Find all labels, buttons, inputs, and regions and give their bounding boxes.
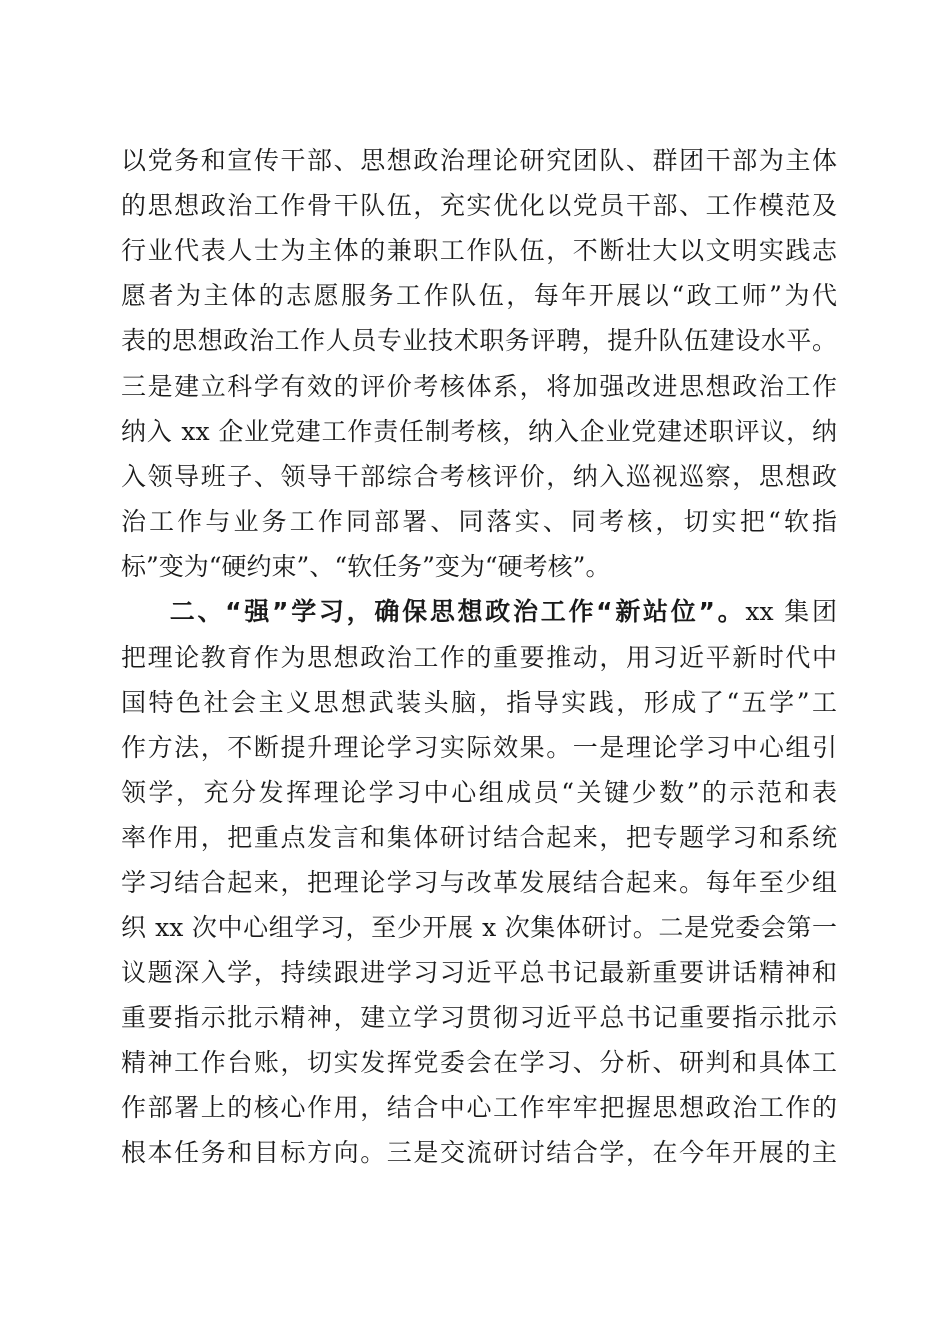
paragraph-line: 精神工作台账，切实发挥党委会在学习、分析、研判和具体工 <box>121 1048 837 1077</box>
heading-line-rest: xx 集团 <box>745 597 837 626</box>
paragraph-line: 行业代表人士为主体的兼职工作队伍，不断壮大以文明实践志 <box>121 236 837 265</box>
paragraph-line: 治工作与业务工作同部署、同落实、同考核，切实把“软指 <box>121 507 837 536</box>
paragraph-line: 以党务和宣传干部、思想政治理论研究团队、群团干部为主体 <box>121 146 837 175</box>
paragraph-line: 国特色社会主义思想武装头脑，指导实践，形成了“五学”工 <box>121 688 837 717</box>
paragraph-line: 率作用，把重点发言和集体研讨结合起来，把专题学习和系统 <box>121 823 837 852</box>
paragraph-line: 作部署上的核心作用，结合中心工作牢牢把握思想政治工作的 <box>121 1093 837 1122</box>
paragraph-line: 愿者为主体的志愿服务工作队伍，每年开展以“政工师”为代 <box>121 281 837 310</box>
paragraph-line: 重要指示批示精神，建立学习贯彻习近平总书记重要指示批示 <box>121 1003 837 1032</box>
paragraph-line: 根本任务和目标方向。三是交流研讨结合学，在今年开展的主 <box>121 1138 837 1167</box>
paragraph-line: 把理论教育作为思想政治工作的重要推动，用习近平新时代中 <box>121 643 837 672</box>
paragraph-line: 学习结合起来，把理论学习与改革发展结合起来。每年至少组 <box>121 868 837 897</box>
paragraph-line: 作方法，不断提升理论学习实际效果。一是理论学习中心组引 <box>121 733 837 762</box>
paragraph-line: 三是建立科学有效的评价考核体系，将加强改进思想政治工作 <box>121 372 837 401</box>
paragraph-line: 领学，充分发挥理论学习中心组成员“关键少数”的示范和表 <box>121 778 837 807</box>
paragraph-line: 议题深入学，持续跟进学习习近平总书记最新重要讲话精神和 <box>121 958 837 987</box>
paragraph-line: 的思想政治工作骨干队伍，充实优化以党员干部、工作模范及 <box>121 191 837 220</box>
section-heading: 二、“强”学习，确保思想政治工作“新站位”。 <box>167 597 746 626</box>
paragraph-line: 标”变为“硬约束”、“软任务”变为“硬考核”。 <box>121 552 611 581</box>
paragraph-line: 入领导班子、领导干部综合考核评价，纳入巡视巡察，思想政 <box>121 462 837 491</box>
paragraph-line: 织 xx 次中心组学习，至少开展 x 次集体研讨。二是党委会第一 <box>121 913 837 942</box>
paragraph-line: 表的思想政治工作人员专业技术职务评聘，提升队伍建设水平。 <box>121 326 837 355</box>
paragraph-line: 纳入 xx 企业党建工作责任制考核，纳入企业党建述职评议，纳 <box>121 417 837 446</box>
section-heading-line <box>121 597 837 627</box>
